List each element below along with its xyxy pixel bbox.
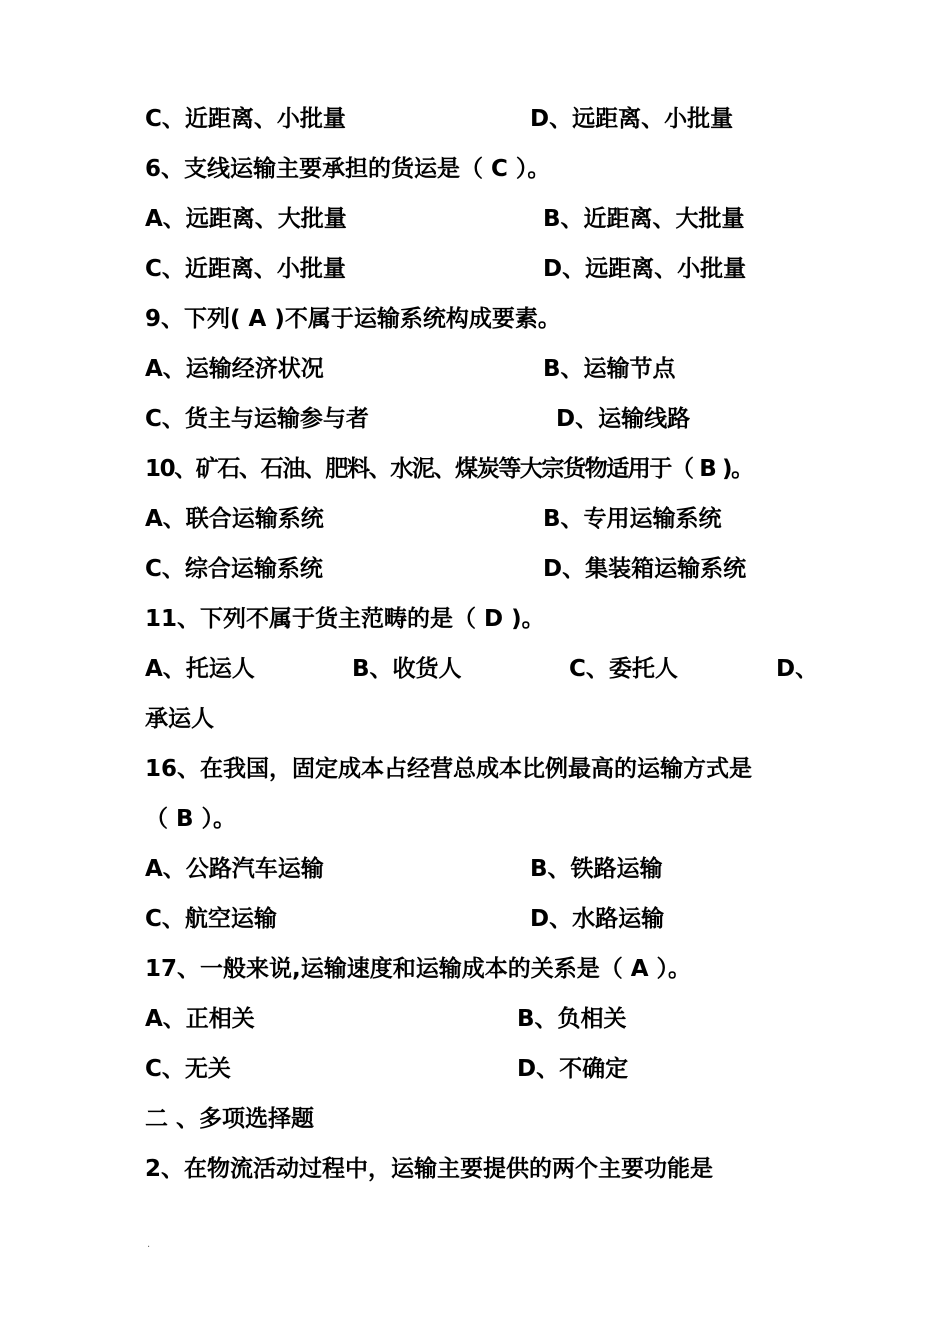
option-b: B、收货人: [352, 656, 462, 682]
option-c: C、近距离、小批量: [145, 106, 346, 132]
option-d: D、水路运输: [530, 906, 665, 932]
question-10: 10、矿石、石油、肥料、水泥、煤炭等大宗货物适用于（ B )。: [145, 456, 753, 482]
option-c: C、委托人: [569, 656, 678, 682]
footer-mark: .: [147, 1239, 151, 1250]
question-9: 9、下列( A )不属于运输系统构成要素。: [145, 306, 561, 332]
question-16: 16、在我国，固定成本占经营总成本比例最高的运输方式是: [145, 756, 753, 782]
option-b: B、专用运输系统: [543, 506, 722, 532]
option-b: B、负相关: [517, 1006, 627, 1032]
question-6: 6、支线运输主要承担的货运是（ C ）。: [145, 156, 551, 182]
option-a: A、公路汽车运输: [145, 856, 324, 882]
option-a: A、远距离、大批量: [145, 206, 347, 232]
option-c: C、近距离、小批量: [145, 256, 346, 282]
option-d-continued: 承运人: [145, 706, 214, 732]
option-b: B、近距离、大批量: [543, 206, 745, 232]
question-11: 11、下列不属于货主范畴的是（ D )。: [145, 606, 545, 632]
section-heading: 二 、多项选择题: [145, 1106, 315, 1132]
option-d: D、运输线路: [556, 406, 691, 432]
option-c: C、综合运输系统: [145, 556, 323, 582]
option-c: C、货主与运输参与者: [145, 406, 369, 432]
option-d: D、远距离、小批量: [530, 106, 734, 132]
option-b: B、运输节点: [543, 356, 676, 382]
option-d: D、: [776, 656, 819, 682]
question-16-answer: （ B ）。: [145, 806, 237, 832]
option-a: A、托运人: [145, 656, 255, 682]
option-d: D、不确定: [517, 1056, 629, 1082]
option-c: C、无关: [145, 1056, 231, 1082]
option-b: B、铁路运输: [530, 856, 663, 882]
option-a: A、正相关: [145, 1006, 255, 1032]
option-a: A、运输经济状况: [145, 356, 324, 382]
question-17: 17、一般来说,运输速度和运输成本的关系是（ A ）。: [145, 956, 692, 982]
option-d: D、集装箱运输系统: [543, 556, 747, 582]
question-2: 2、在物流活动过程中，运输主要提供的两个主要功能是: [145, 1156, 714, 1182]
option-a: A、联合运输系统: [145, 506, 324, 532]
option-d: D、远距离、小批量: [543, 256, 747, 282]
option-c: C、航空运输: [145, 906, 277, 932]
